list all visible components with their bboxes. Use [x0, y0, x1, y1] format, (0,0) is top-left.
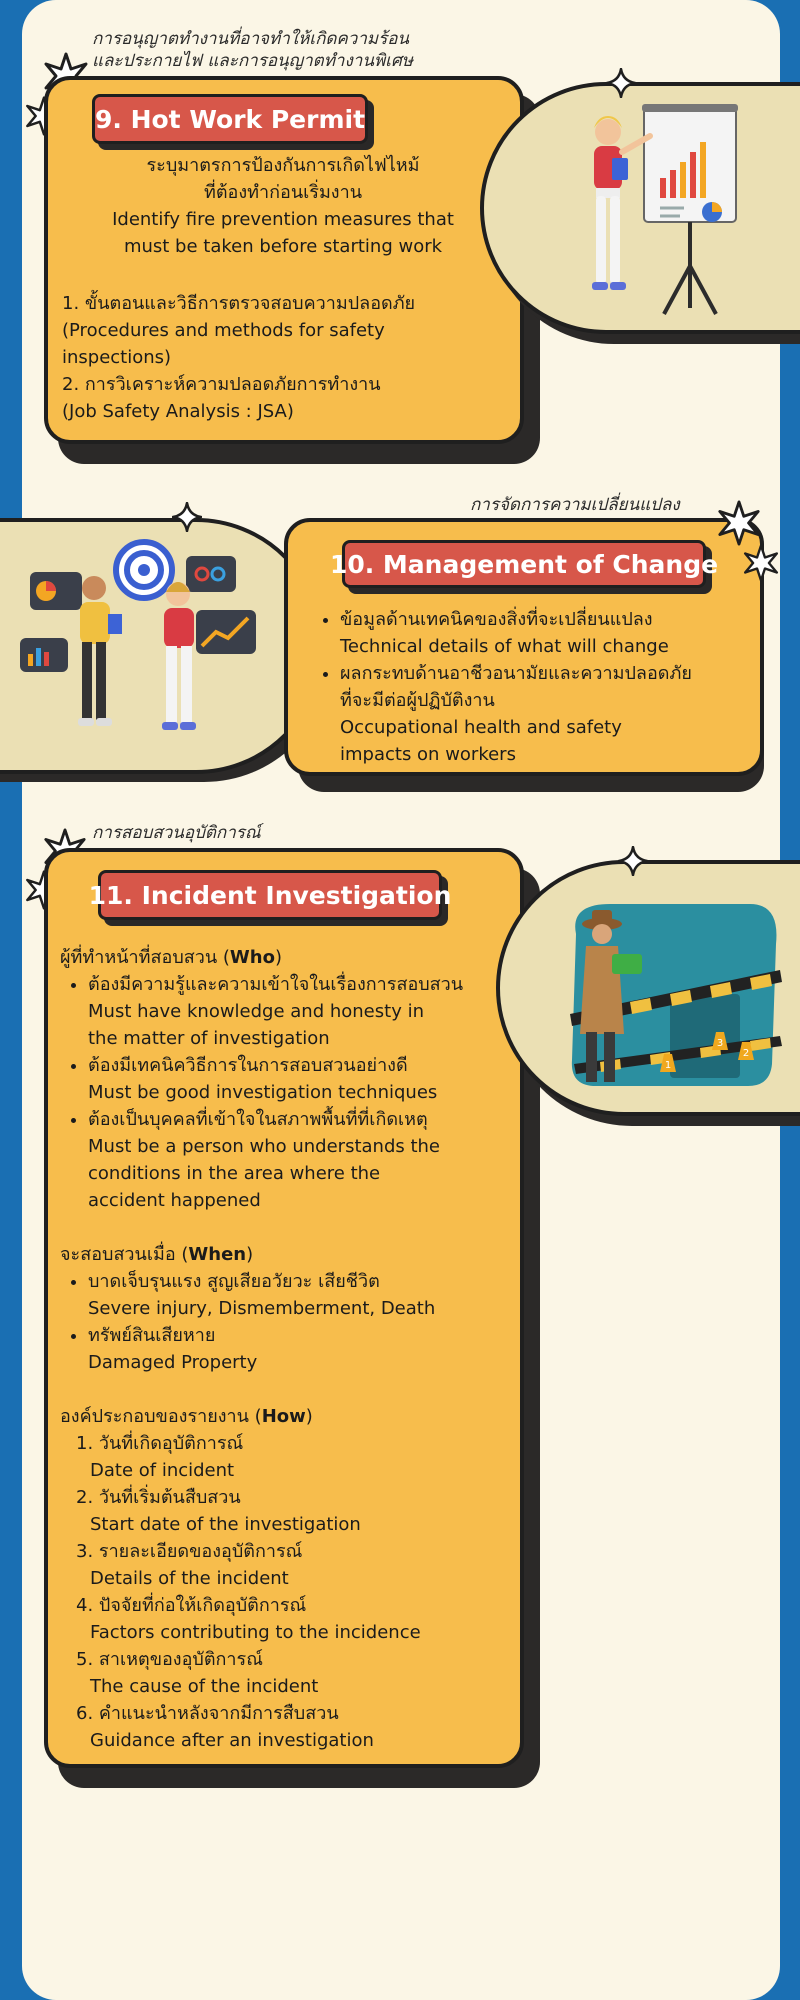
management-card [284, 518, 764, 776]
item-th: ต้องมีความรู้และความเข้าใจในเรื่องการสอบสวน [88, 974, 464, 995]
item-en: Factors contributing to the incidence [90, 1622, 421, 1643]
item-th: 3. รายละเอียดของอุบัติการณ์ [76, 1541, 303, 1562]
item-th: 1. วันที่เกิดอุบัติการณ์ [76, 1433, 244, 1454]
heading-text: องค์ประกอบของรายงาน ( [60, 1406, 262, 1427]
item-en: Must have knowledge and honesty in [88, 1001, 424, 1022]
bullet-th: ข้อมูลด้านเทคนิคของสิ่งที่จะเปลี่ยนแปลง [340, 609, 653, 630]
item-en: Must be a person who understands the [88, 1136, 441, 1157]
team-target-illustration-icon [0, 522, 316, 770]
list-item [76, 1592, 512, 1646]
investigation-bubble [496, 860, 800, 1116]
sparkle-star-icon [716, 500, 762, 546]
item-en: Must be good investigation techniques [88, 1082, 438, 1103]
list-item: (Job Safety Analysis : JSA) [62, 401, 294, 422]
incident-card [44, 848, 524, 1768]
list-item [76, 1700, 512, 1754]
sparkle-star-icon [742, 544, 780, 582]
presenter-illustration-icon [484, 86, 800, 330]
item-en: Date of incident [90, 1460, 235, 1481]
hot-work-card [44, 76, 524, 444]
item-th: บาดเจ็บรุนแรง สูญเสียอวัยวะ เสียชีวิต [88, 1271, 380, 1292]
list-item [340, 606, 752, 660]
list-item: 2. การวิเคราะห์ความปลอดภัยการทำงาน [62, 374, 381, 395]
heading-paren: ) [246, 1244, 254, 1265]
bullet-en: Occupational health and safety [340, 717, 622, 738]
section-title: 9. Hot Work Permit [92, 94, 368, 144]
list-item [88, 1052, 512, 1106]
list-item: inspections) [62, 347, 172, 368]
list-item [340, 660, 752, 768]
section11-caption: การสอบสวนอุบัติการณ์ [92, 823, 261, 843]
list-item [76, 1484, 512, 1538]
item-en: Start date of the investigation [90, 1514, 361, 1535]
intro-en: Identify fire prevention measures that [112, 209, 454, 230]
section-title: 11. Incident Investigation [98, 870, 442, 920]
bullet-th: ผลกระทบด้านอาชีวอนามัยและความปลอดภัย [340, 663, 692, 684]
item-en: Details of the incident [90, 1568, 289, 1589]
item-en: accident happened [88, 1190, 261, 1211]
heading-text: จะสอบสวนเมื่อ ( [60, 1244, 189, 1265]
item-th: ต้องมีเทคนิควิธีการในการสอบสวนอย่างดี [88, 1055, 408, 1076]
evidence-marker-label: 1 [664, 1060, 672, 1071]
bullet-th: ที่จะมีต่อผู้ปฏิบัติงาน [340, 690, 495, 711]
item-en: Severe injury, Dismemberment, Death [88, 1298, 436, 1319]
list-item [88, 1322, 512, 1376]
item-en: The cause of the incident [90, 1676, 319, 1697]
presentation-bubble [480, 82, 800, 334]
intro-text [68, 152, 498, 260]
item-en: conditions in the area where the [88, 1163, 381, 1184]
section9-caption [92, 28, 413, 72]
item-th: ต้องเป็นบุคคลที่เข้าใจในสภาพพื้นที่ที่เกิดเหตุ [88, 1109, 428, 1130]
intro-th: ระบุมาตรการป้องกันการเกิดไฟไหม้ [146, 155, 420, 176]
bullet-en: impacts on workers [340, 744, 516, 765]
list-item [76, 1538, 512, 1592]
sparkle-star-icon [618, 846, 648, 876]
list-item [88, 1268, 512, 1322]
heading-paren: ) [305, 1406, 313, 1427]
item-th: 5. สาเหตุของอุบัติการณ์ [76, 1649, 263, 1670]
item-th: ทรัพย์สินเสียหาย [88, 1325, 216, 1346]
item-en: Damaged Property [88, 1352, 258, 1373]
how-list [60, 1430, 512, 1754]
when-heading [60, 1241, 512, 1268]
list-item [76, 1646, 512, 1700]
how-heading [60, 1403, 512, 1430]
sparkle-star-icon [172, 502, 202, 532]
item-th: 4. ปัจจัยที่ก่อให้เกิดอุบัติการณ์ [76, 1595, 307, 1616]
list-item [88, 971, 512, 1052]
who-list [60, 971, 512, 1214]
item-en: the matter of investigation [88, 1028, 330, 1049]
section-title: 10. Management of Change [342, 540, 706, 588]
list-item: 1. ขั้นตอนและวิธีการตรวจสอบความปลอดภัย [62, 293, 416, 314]
heading-paren: ) [274, 947, 282, 968]
management-bubble [0, 518, 324, 774]
when-list [60, 1268, 512, 1376]
evidence-marker-label: 3 [716, 1038, 724, 1049]
heading-text: ผู้ที่ทำหน้าที่สอบสวน ( [60, 947, 230, 968]
item-th: 6. คำแนะนำหลังจากมีการสืบสวน [76, 1703, 339, 1724]
section10-caption: การจัดการความเปลี่ยนแปลง [470, 495, 680, 515]
caption-line: และประกายไฟ และการอนุญาตทำงานพิเศษ [92, 51, 413, 72]
change-bullets [312, 606, 752, 768]
evidence-marker-label: 2 [742, 1048, 750, 1059]
detective-scene-illustration-icon [500, 864, 800, 1112]
item-en: Guidance after an investigation [90, 1730, 374, 1751]
intro-en: must be taken before starting work [123, 236, 443, 257]
who-heading [60, 944, 512, 971]
list-item: (Procedures and methods for safety [62, 320, 385, 341]
bullet-en: Technical details of what will change [340, 636, 669, 657]
procedure-list [62, 290, 502, 425]
sparkle-star-icon [606, 68, 636, 98]
heading-key: How [261, 1406, 306, 1427]
heading-key: When [188, 1244, 247, 1265]
caption-line: การอนุญาตทำงานที่อาจทำให้เกิดความร้อน [92, 29, 410, 49]
item-th: 2. วันที่เริ่มต้นสืบสวน [76, 1487, 241, 1508]
list-item [76, 1430, 512, 1484]
incident-details [60, 944, 512, 1754]
list-item [88, 1106, 512, 1214]
heading-key: Who [229, 947, 275, 968]
intro-th: ที่ต้องทำก่อนเริ่มงาน [203, 182, 363, 203]
